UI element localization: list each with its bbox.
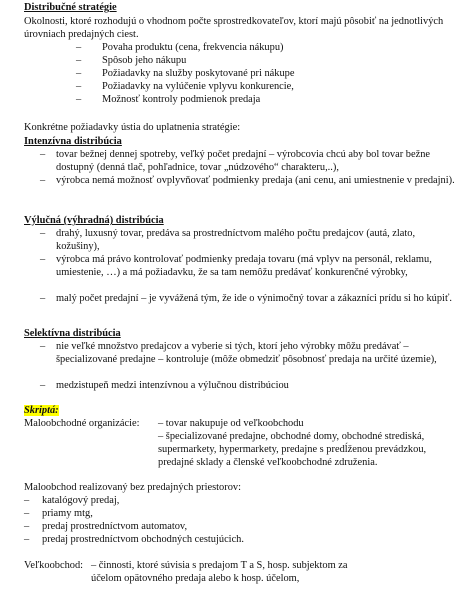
exclusive-item-text: výrobca má právo kontrolovať podmienky predaja tovaru (má vplyv na personál, reklamu, umiestenie, …) a má požiadavku, že sa tam nemôžu predávať konkurenčné výrobky, [56,254,432,278]
factor-text: Spôsob jeho nákupu [102,55,187,66]
exclusive-item [40,227,460,253]
document-title: Distribučné stratégie [24,2,117,13]
skripta-highlight: Skriptá: [24,405,59,416]
intensive-heading: Intenzívna distribúcia [24,136,122,147]
wholesale-text: – činnosti, ktoré súvisia s predajom T a S, hosp. subjektom za účelom opätovného predaja alebo k hosp. účelom, [91,560,348,584]
exclusive-item [40,253,460,292]
intensive-item-text: výrobca nemá možnosť ovplyvňovať podmienky predaja (ani cenu, ani umiestnenie v predajni). [56,175,455,186]
storeless-text: predaj prostredníctvom automatov, [42,521,188,532]
skripta-label [24,404,59,417]
list-dash: – [76,94,82,105]
intro-paragraph: Okolnosti, ktoré rozhodujú o vhodnom počte sprostredkovateľov, ktorí majú pôsobiť na jednotlivých úrovniach predajných ciest. [24,16,444,40]
selective-heading: Selektívna distribúcia [24,328,121,339]
strategy-intro: Konkrétne požiadavky ústia do uplatnenia stratégie: [24,122,241,133]
selective-item-text: medzistupeň medzi intenzívnou a výlučnou distribúciou [56,380,289,391]
factor-text: Požiadavky na služby poskytované pri nákupe [102,68,295,79]
list-dash: – [76,81,82,92]
list-dash: – [40,254,46,265]
storeless-text: priamy mtg, [42,508,93,519]
retail-orgs-line2: – špecializované predajne, obchodné domy, obchodné strediská, supermarkety, hypermarkety, predajne s predĺženou prevádzkou, predajné sklady a členské veľkoobchodné združenia. [158,431,427,468]
list-dash: – [40,293,46,304]
retail-orgs-label: Maloobchodné organizácie: [24,418,140,429]
list-dash: – [76,55,82,66]
list-dash: – [40,149,46,160]
exclusive-item [40,292,460,318]
selective-item [40,340,460,379]
intensive-item [40,148,460,174]
intensive-item [40,174,460,200]
list-dash: – [40,341,46,352]
list-dash: – [40,175,46,186]
list-dash: – [76,68,82,79]
list-dash: – [24,495,30,506]
selective-item-text: nie veľké množstvo predajcov a vyberie si tých, ktorí jeho výrobky môžu predávať – špecializované predajne – kontroluje (môže obmedziť pôsobnosť predaja na určité územie), [56,341,437,365]
list-dash: – [24,534,30,545]
retail-orgs-line1: – tovar nakupuje od veľkoobchodu [158,418,304,429]
storeless-intro: Maloobchod realizovaný bez predajných priestorov: [24,482,241,493]
factor-text: Povaha produktu (cena, frekvencia nákupu) [102,42,284,53]
storeless-text: predaj prostredníctvom obchodných cestujúcich. [42,534,244,545]
selective-item [40,379,460,392]
wholesale-label: Veľkoobchod: [24,560,84,571]
list-dash: – [40,228,46,239]
list-dash: – [24,508,30,519]
list-dash: – [24,521,30,532]
exclusive-heading: Výlučná (výhradná) distribúcia [24,215,164,226]
list-dash: – [40,380,46,391]
list-dash: – [76,42,82,53]
storeless-text: katalógový predaj, [42,495,120,506]
factor-text: Požiadavky na vylúčenie vplyvu konkurencie, [102,81,294,92]
exclusive-item-text: drahý, luxusný tovar, predáva sa prostredníctvom malého počtu predajcov (autá, zlato, kožušiny), [56,228,416,252]
exclusive-item-text: malý počet predajní – je vyvážená tým, že ide o výnimočný tovar a zákazníci prídu si ho kúpiť. [56,293,452,304]
factor-text: Možnosť kontroly podmienok predaja [102,94,261,105]
intensive-item-text: tovar bežnej dennej spotreby, veľký počet predajní – výrobcovia chcú aby bol tovar bežne dostupný (denná tlač, pohľadnice, tovar „núdzového“ charakteru,..), [56,149,431,173]
